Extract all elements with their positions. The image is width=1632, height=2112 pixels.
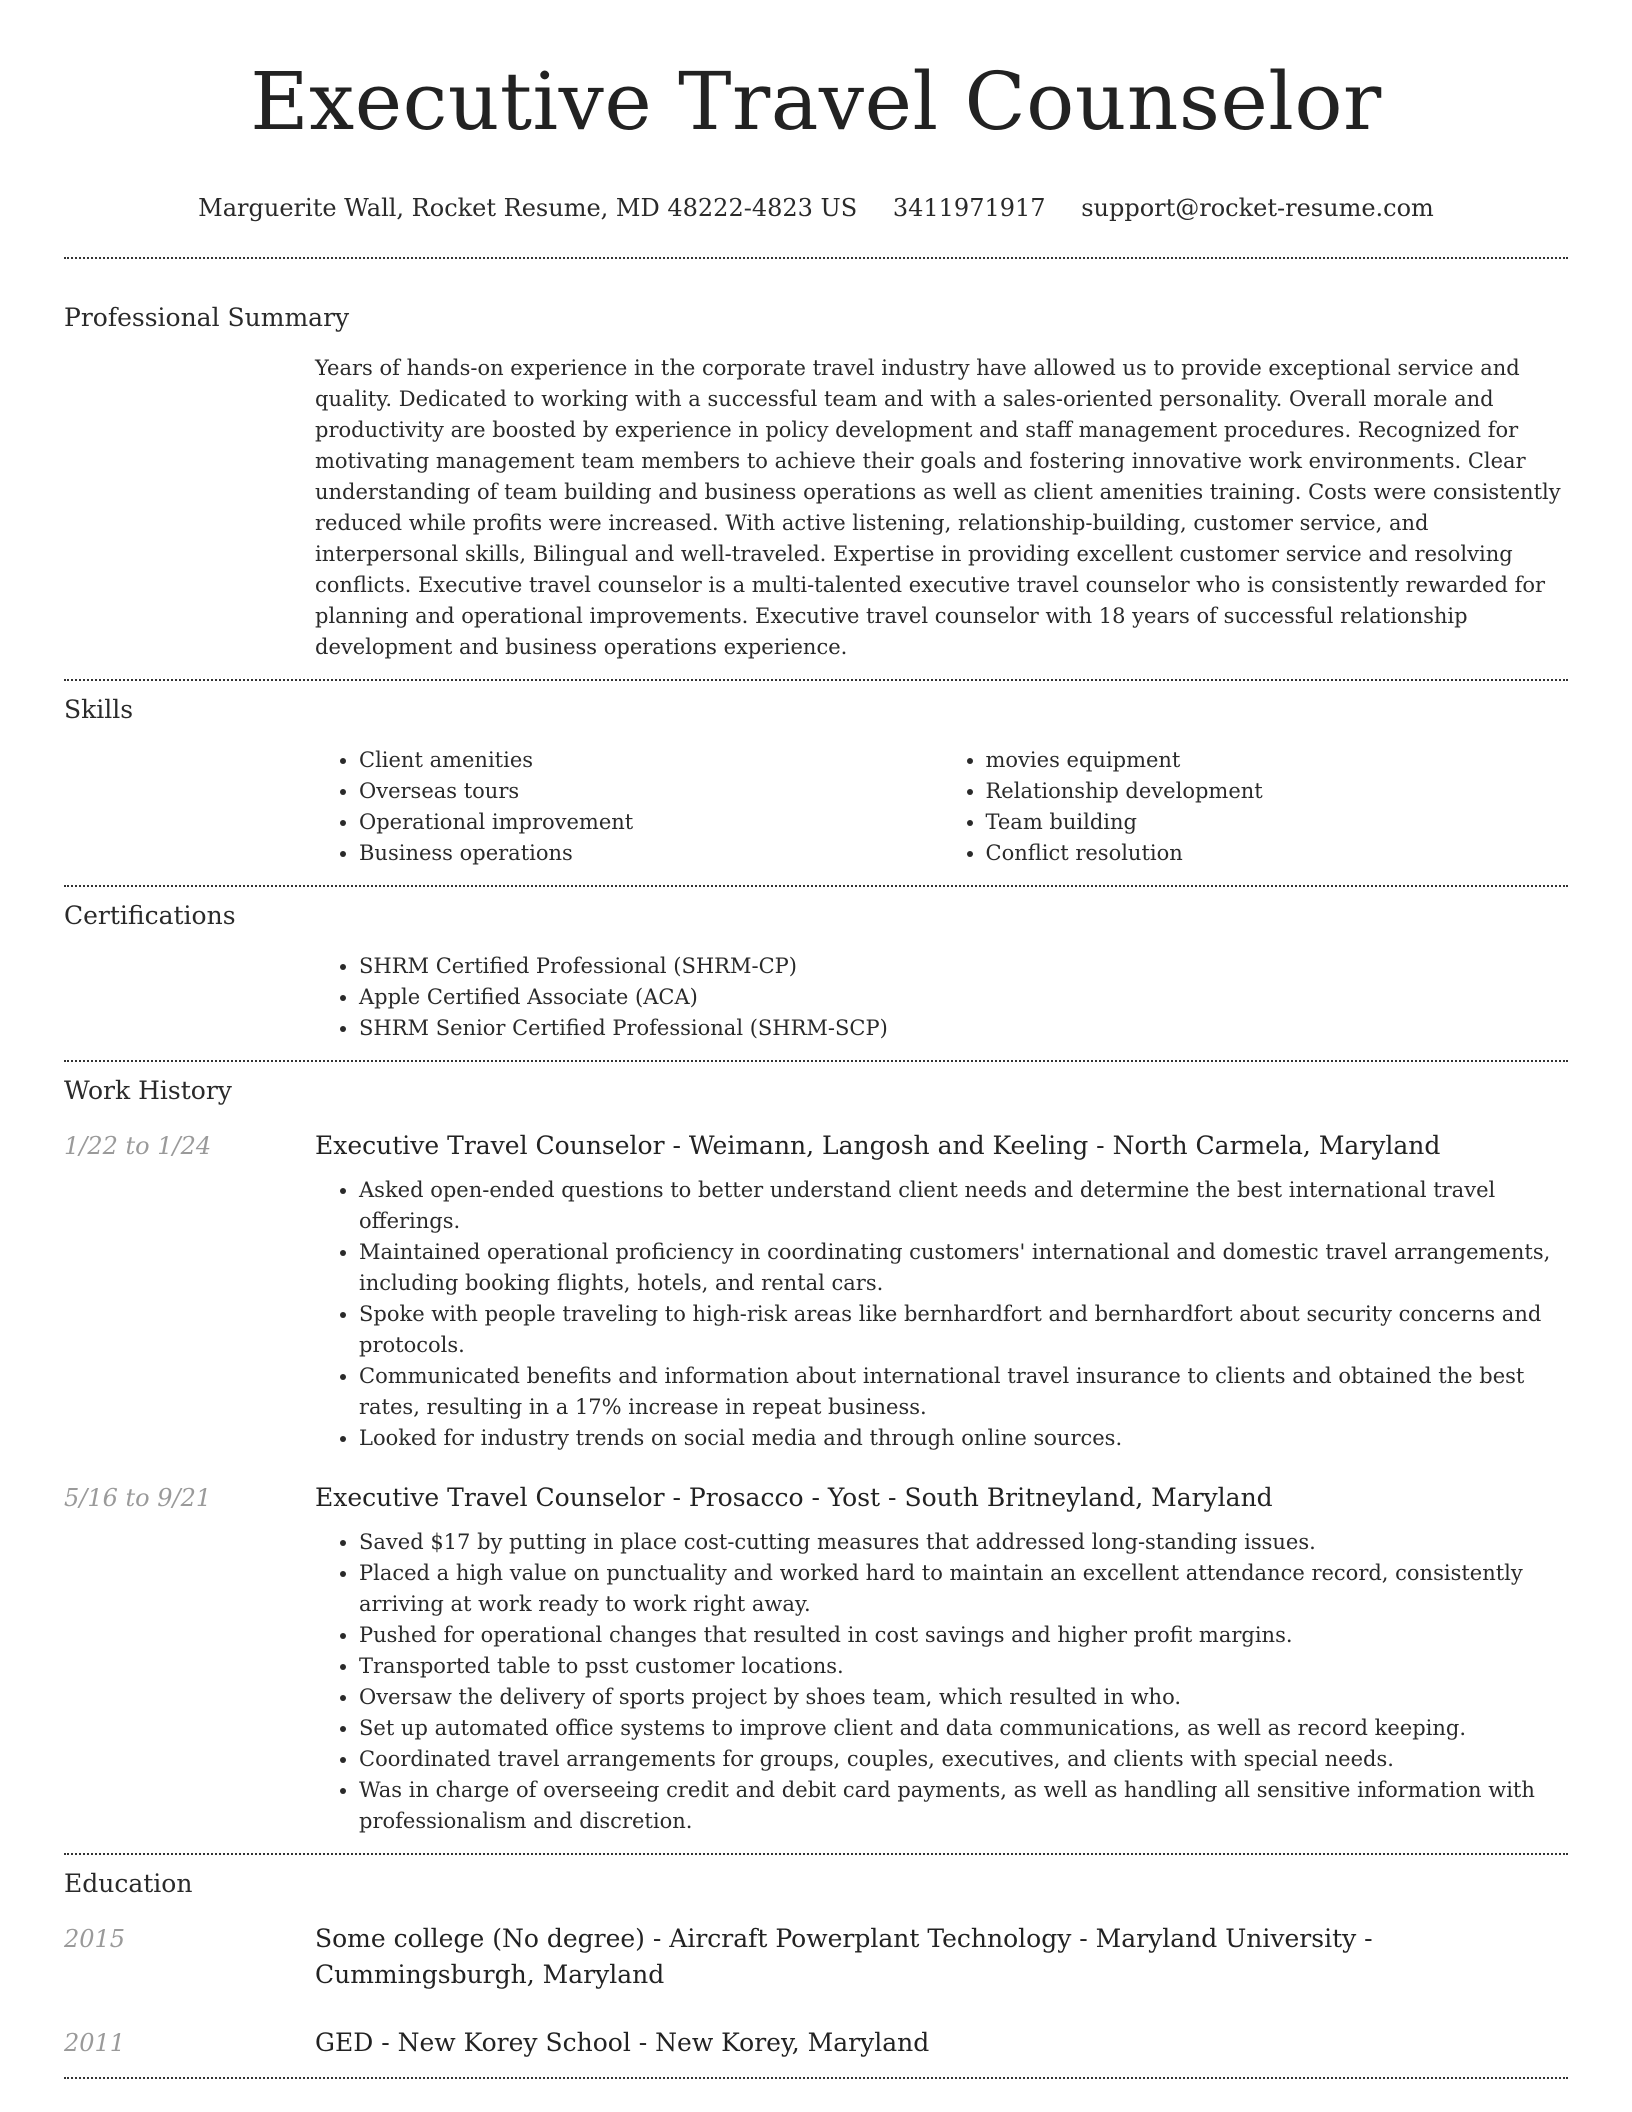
- job-bullets: [315, 1527, 1568, 1853]
- job-header: [64, 1128, 1568, 1164]
- section-title-work: Work History: [64, 1076, 232, 1105]
- job-bullet-list: [315, 1527, 1568, 1837]
- education-date: 2015: [64, 1925, 126, 1953]
- job-header: [64, 1480, 1568, 1516]
- contact-email: support@rocket-resume.com: [1081, 194, 1434, 222]
- job-entry: [64, 1128, 1568, 1454]
- education-section: [64, 1855, 1568, 2077]
- job-heading: Executive Travel Counselor - Prosacco - Yost - South Britneyland, Maryland: [315, 1483, 1273, 1512]
- list-item: • Operational improvement: [359, 807, 942, 838]
- section-title-certifications: Certifications: [64, 901, 236, 930]
- section-title-summary: Professional Summary: [64, 303, 350, 332]
- divider: [64, 2077, 1568, 2079]
- education-entry: [64, 2025, 1568, 2077]
- list-item: • Conflict resolution: [986, 838, 1569, 869]
- list-item: • Spoke with people traveling to high-risk areas like bernhardfort and bernhardfort about security concerns and protocols.: [359, 1299, 1568, 1361]
- contact-address: Marguerite Wall, Rocket Resume, MD 48222-4823 US: [198, 194, 858, 222]
- list-item: • Client amenities: [359, 745, 942, 776]
- list-item: • Pushed for operational changes that resulted in cost savings and higher profit margins.: [359, 1620, 1568, 1651]
- list-item: • Overseas tours: [359, 776, 942, 807]
- skills-list-left: [315, 745, 942, 869]
- skills-grid: [315, 745, 1568, 885]
- certifications-content: [315, 951, 1568, 1060]
- list-item: • Placed a high value on punctuality and worked hard to maintain an excellent attendance record, consistently arriving at work ready to work right away.: [359, 1558, 1568, 1620]
- list-item: • Coordinated travel arrangements for groups, couples, executives, and clients with special needs.: [359, 1744, 1568, 1775]
- certifications-list: [315, 951, 1568, 1044]
- education-date: 2011: [64, 2029, 126, 2057]
- skills-list-right: [942, 745, 1569, 869]
- contact-phone: 3411971917: [892, 194, 1046, 222]
- list-item: • Relationship development: [986, 776, 1569, 807]
- list-item: • Business operations: [359, 838, 942, 869]
- list-item: • Saved $17 by putting in place cost-cutting measures that addressed long-standing issues.: [359, 1527, 1568, 1558]
- job-date: 1/22 to 1/24: [64, 1132, 212, 1160]
- job-bullets: [315, 1175, 1568, 1454]
- section-title-skills: Skills: [64, 695, 134, 724]
- job-bullet-list: [315, 1175, 1568, 1454]
- list-item: • Team building: [986, 807, 1569, 838]
- list-item: • SHRM Senior Certified Professional (SHRM-SCP): [359, 1013, 1568, 1044]
- education-entry: [64, 1921, 1568, 1993]
- education-heading: Some college (No degree) - Aircraft Powerplant Technology - Maryland University - Cummingsburgh, Maryland: [315, 1924, 1373, 1989]
- resume-title: Executive Travel Counselor: [250, 55, 1382, 148]
- list-item: • Communicated benefits and information about international travel insurance to clients and obtained the best rates, resulting in a 17% increase in repeat business.: [359, 1361, 1568, 1423]
- list-item: • Set up automated office systems to improve client and data communications, as well as record keeping.: [359, 1713, 1568, 1744]
- skills-section: [64, 681, 1568, 885]
- section-title-education: Education: [64, 1869, 193, 1898]
- list-item: • Apple Certified Associate (ACA): [359, 982, 1568, 1013]
- list-item: • Transported table to psst customer locations.: [359, 1651, 1568, 1682]
- list-item: • Looked for industry trends on social media and through online sources.: [359, 1423, 1568, 1454]
- work-section: [64, 1062, 1568, 1853]
- list-item: • movies equipment: [986, 745, 1569, 776]
- summary-text: Years of hands-on experience in the corporate travel industry have allowed us to provide exceptional service and quality. Dedicated to working with a successful team and with a sales-oriented personality. Overall morale and productivity are boosted by experience in policy development and staff management procedures. Recognized for motivating management team members to achieve their goals and fostering innovative work environments. Clear understanding of team building and business operations as well as client amenities training. Costs were consistently reduced while profits were increased. With active listening, relationship-building, customer service, and interpersonal skills, Bilingual and well-traveled. Expertise in providing excellent customer service and resolving conflicts. Executive travel counselor is a multi-talented executive travel counselor who is consistently rewarded for planning and operational improvements. Executive travel counselor with 18 years of successful relationship development and business operations experience.: [315, 356, 1561, 659]
- list-item: • Oversaw the delivery of sports project by shoes team, which resulted in who.: [359, 1682, 1568, 1713]
- contact-line: [64, 192, 1568, 224]
- list-item: • Maintained operational proficiency in coordinating customers' international and domestic travel arrangements, including booking flights, hotels, and rental cars.: [359, 1237, 1568, 1299]
- job-entry: [64, 1480, 1568, 1853]
- list-item: • SHRM Certified Professional (SHRM-CP): [359, 951, 1568, 982]
- list-item: • Asked open-ended questions to better understand client needs and determine the best international travel offerings.: [359, 1175, 1568, 1237]
- certifications-section: [64, 887, 1568, 1060]
- job-date: 5/16 to 9/21: [64, 1484, 212, 1512]
- education-heading: GED - New Korey School - New Korey, Maryland: [315, 2028, 930, 2057]
- summary-section: [64, 259, 1568, 679]
- job-heading: Executive Travel Counselor - Weimann, Langosh and Keeling - North Carmela, Maryland: [315, 1131, 1441, 1160]
- list-item: • Was in charge of overseeing credit and debit card payments, as well as handling all sensitive information with professionalism and discretion.: [359, 1775, 1568, 1837]
